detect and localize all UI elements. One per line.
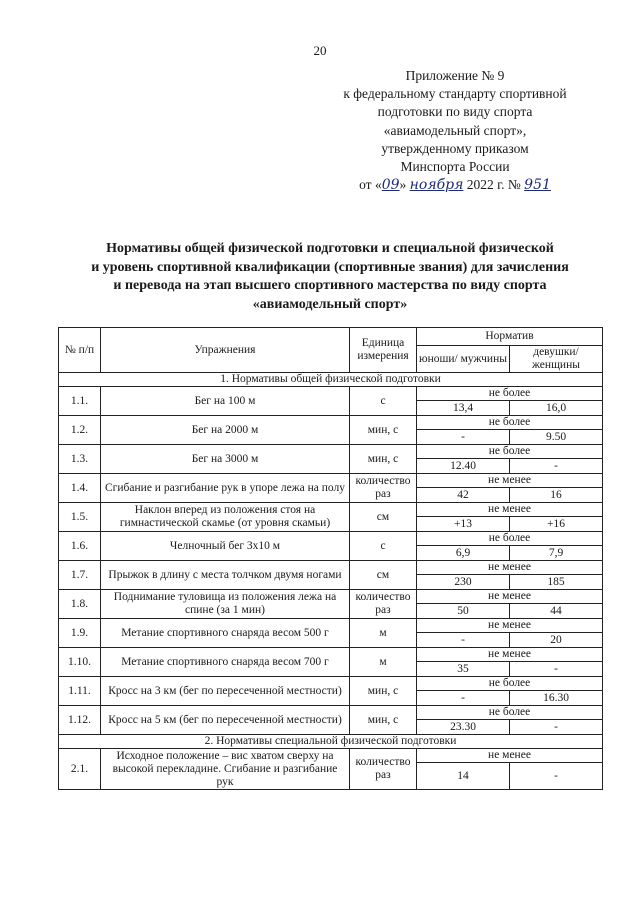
- document-title: [60, 240, 600, 314]
- date-mid: »: [399, 177, 410, 193]
- row-girls-value: 44: [510, 604, 603, 619]
- appendix-date-line: [330, 176, 580, 194]
- row-condition: не более: [417, 445, 603, 459]
- row-exercise: Поднимание туловища из положения лежа на спине (за 1 мин): [101, 590, 350, 619]
- row-girls-value: -: [510, 720, 603, 735]
- row-num: 2.1.: [59, 749, 101, 790]
- row-condition: не менее: [417, 749, 603, 763]
- row-exercise: Сгибание и разгибание рук в упоре лежа на полу: [101, 474, 350, 503]
- row-exercise: Бег на 3000 м: [101, 445, 350, 474]
- row-boys-value: 23.30: [417, 720, 510, 735]
- table-row: [59, 445, 603, 459]
- row-girls-value: 16: [510, 488, 603, 503]
- row-num: 1.5.: [59, 503, 101, 532]
- row-unit: мин, с: [350, 706, 417, 735]
- row-num: 1.3.: [59, 445, 101, 474]
- row-exercise: Бег на 2000 м: [101, 416, 350, 445]
- table-row: [59, 387, 603, 401]
- row-condition: не менее: [417, 503, 603, 517]
- row-girls-value: 7,9: [510, 546, 603, 561]
- row-boys-value: -: [417, 430, 510, 445]
- row-condition: не более: [417, 387, 603, 401]
- row-girls-value: +16: [510, 517, 603, 532]
- appendix-line: Приложение № 9: [405, 68, 505, 83]
- row-num: 1.9.: [59, 619, 101, 648]
- row-boys-value: 13,4: [417, 401, 510, 416]
- row-num: 1.2.: [59, 416, 101, 445]
- row-unit: см: [350, 503, 417, 532]
- row-exercise: Челночный бег 3х10 м: [101, 532, 350, 561]
- header-girls: девушки/ женщины: [510, 346, 603, 373]
- row-boys-value: -: [417, 633, 510, 648]
- row-boys-value: 35: [417, 662, 510, 677]
- row-num: 1.4.: [59, 474, 101, 503]
- table-row: [59, 749, 603, 763]
- table-row: [59, 590, 603, 604]
- table-row: [59, 706, 603, 720]
- header-unit: Единица измерения: [350, 328, 417, 373]
- row-boys-value: -: [417, 691, 510, 706]
- date-prefix: от «: [359, 177, 382, 193]
- date-year: 2022 г. №: [463, 177, 525, 193]
- table-row: [59, 474, 603, 488]
- row-condition: не менее: [417, 648, 603, 662]
- row-num: 1.11.: [59, 677, 101, 706]
- row-condition: не более: [417, 532, 603, 546]
- title-line: «авиамодельный спорт»: [252, 296, 408, 312]
- row-condition: не менее: [417, 590, 603, 604]
- section-row: [59, 373, 603, 387]
- row-num: 1.7.: [59, 561, 101, 590]
- row-exercise: Бег на 100 м: [101, 387, 350, 416]
- row-condition: не менее: [417, 561, 603, 575]
- table-row: [59, 648, 603, 662]
- row-girls-value: 16,0: [510, 401, 603, 416]
- row-unit: см: [350, 561, 417, 590]
- table-row: [59, 619, 603, 633]
- table-row: [59, 561, 603, 575]
- row-condition: не менее: [417, 474, 603, 488]
- row-boys-value: 50: [417, 604, 510, 619]
- row-girls-value: 20: [510, 633, 603, 648]
- section-title: 1. Нормативы общей физической подготовки: [59, 373, 603, 387]
- table-header-row: [59, 328, 603, 346]
- header-boys: юноши/ мужчины: [417, 346, 510, 373]
- table-row: [59, 503, 603, 517]
- row-condition: не более: [417, 677, 603, 691]
- header-num: № п/п: [59, 328, 101, 373]
- row-condition: не более: [417, 416, 603, 430]
- norms-table: [58, 327, 603, 790]
- appendix-line: утвержденному приказом: [381, 140, 529, 156]
- row-num: 1.1.: [59, 387, 101, 416]
- row-num: 1.8.: [59, 590, 101, 619]
- title-line: и перевода на этап высшего спортивного мастерства по виду спорта: [113, 278, 547, 293]
- row-exercise: Кросс на 3 км (бег по пересеченной местности): [101, 677, 350, 706]
- section-title: 2. Нормативы специальной физической подготовки: [59, 735, 603, 749]
- row-unit: количество раз: [350, 749, 417, 790]
- row-girls-value: 9.50: [510, 430, 603, 445]
- table-row: [59, 677, 603, 691]
- row-exercise: Прыжок в длину с места толчком двумя ногами: [101, 561, 350, 590]
- row-exercise: Метание спортивного снаряда весом 500 г: [101, 619, 350, 648]
- row-exercise: Кросс на 5 км (бег по пересеченной местности): [101, 706, 350, 735]
- table-row: [59, 532, 603, 546]
- row-boys-value: 230: [417, 575, 510, 590]
- row-boys-value: 14: [417, 763, 510, 790]
- row-unit: мин, с: [350, 416, 417, 445]
- row-boys-value: 6,9: [417, 546, 510, 561]
- title-line: Нормативы общей физической подготовки и специальной физической: [106, 241, 554, 256]
- row-boys-value: 42: [417, 488, 510, 503]
- row-unit: м: [350, 619, 417, 648]
- header-exercise: Упражнения: [101, 328, 350, 373]
- row-exercise: Наклон вперед из положения стоя на гимнастической скамье (от уровня скамьи): [101, 503, 350, 532]
- row-unit: с: [350, 387, 417, 416]
- handwritten-order-number: 951: [524, 177, 551, 194]
- row-unit: количество раз: [350, 590, 417, 619]
- title-line: и уровень спортивной квалификации (спортивные звания) для зачисления: [91, 259, 569, 275]
- row-girls-value: 16.30: [510, 691, 603, 706]
- row-boys-value: 12.40: [417, 459, 510, 474]
- row-unit: мин, с: [350, 445, 417, 474]
- row-condition: не менее: [417, 619, 603, 633]
- row-exercise: Метание спортивного снаряда весом 700 г: [101, 648, 350, 677]
- appendix-line: подготовки по виду спорта: [377, 104, 533, 120]
- table-row: [59, 416, 603, 430]
- row-girls-value: -: [510, 662, 603, 677]
- row-num: 1.10.: [59, 648, 101, 677]
- row-unit: м: [350, 648, 417, 677]
- row-girls-value: -: [510, 763, 603, 790]
- appendix-line: Минспорта России: [400, 159, 510, 175]
- header-norm: Норматив: [417, 328, 603, 346]
- row-exercise: Исходное положение – вис хватом сверху на высокой перекладине. Сгибание и разгибание рук: [101, 749, 350, 790]
- row-unit: мин, с: [350, 677, 417, 706]
- handwritten-month: ноября: [409, 177, 464, 194]
- row-condition: не более: [417, 706, 603, 720]
- section-row: [59, 735, 603, 749]
- appendix-line: к федеральному стандарту спортивной: [343, 86, 567, 102]
- row-boys-value: +13: [417, 517, 510, 532]
- appendix-line: «авиамодельный спорт»,: [383, 122, 527, 138]
- row-num: 1.6.: [59, 532, 101, 561]
- row-unit: с: [350, 532, 417, 561]
- row-girls-value: 185: [510, 575, 603, 590]
- row-num: 1.12.: [59, 706, 101, 735]
- row-unit: количество раз: [350, 474, 417, 503]
- handwritten-day: 09: [381, 177, 400, 194]
- appendix-block: [330, 67, 580, 194]
- row-girls-value: -: [510, 459, 603, 474]
- page-number: 20: [313, 43, 327, 58]
